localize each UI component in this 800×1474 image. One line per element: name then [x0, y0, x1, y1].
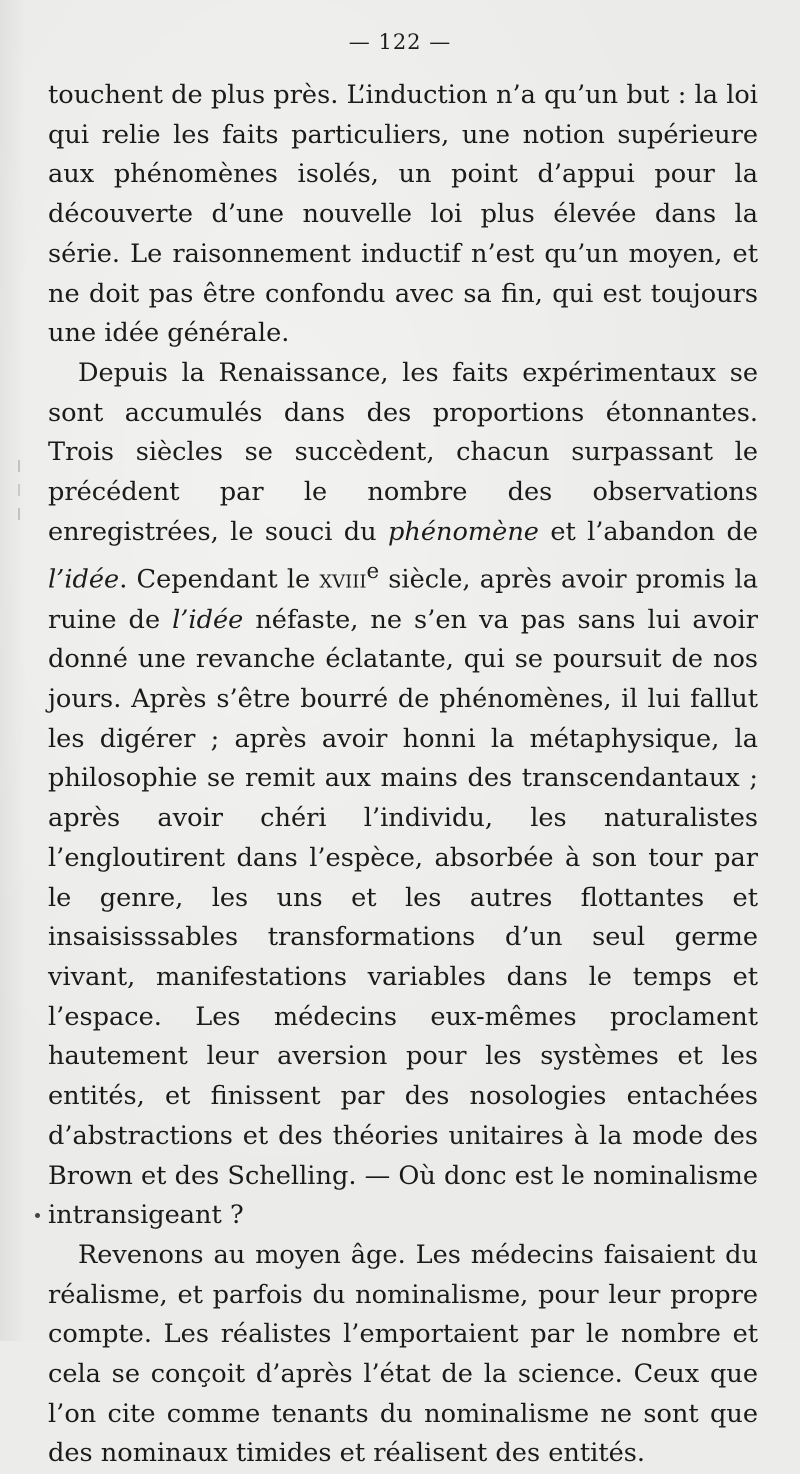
century-numeral: xviii [319, 564, 367, 595]
ink-dot [35, 1213, 40, 1218]
page-number: — 122 — [348, 30, 452, 54]
paragraph-2-text-a: Depuis la Renaissance, les faits expérimentaux se sont accumulés dans des proportions étonnantes. Trois siècles se succèdent, chacun surpassant le précédent par le nombre des observations enregistrées, le souci du [48, 357, 758, 547]
italic-phenomene: phénomène [388, 516, 539, 547]
italic-idee-2: l’idée [172, 604, 244, 635]
italic-idee-1: l’idée [48, 564, 120, 595]
body-text [48, 76, 758, 1474]
margin-mark [18, 460, 20, 520]
paragraph-1: touchent de plus près. L’induction n’a qu’un but : la loi qui relie les faits particuliers, une notion supérieure aux phénomènes isolés, un point d’appui pour la découverte d’une nouvelle loi plus élevée dans la série. Le raisonnement inductif n’est qu’un moyen, et ne doit pas être confondu avec sa fin, qui est toujours une idée générale. [48, 80, 758, 349]
century-superscript: e [366, 559, 380, 585]
paragraph-2-text-c: . Cependant le [119, 564, 320, 595]
paragraph-3: Revenons au moyen âge. Les médecins faisaient du réalisme, et parfois du nominalisme, pour leur propre compte. Les réalistes l’emportaient par le nombre et cela se conçoit d’après l’état de la science. Ceux que l’on cite comme tenants du nominalisme ne sont que des nominaux timides et réalisent des entités. [48, 1239, 758, 1469]
paragraph-2-text-b: et l’abandon de [538, 516, 758, 547]
paragraph-2-text-e: néfaste, ne s’en va pas sans lui avoir donné une revanche éclatante, qui se poursuit de nos jours. Après s’être bourré de phénomènes, il lui fallut les digérer ; après avoir honni la métaphysique, la philosophie se remit aux mains des transcendantaux ; après avoir chéri l’individu, les naturalistes l’engloutirent dans l’espèce, absorbée à son tour par le genre, les uns et les autres flottantes et insaisisssables transformations d’un seul germe vivant, manifestations variables dans le temps et l’espace. Les médecins eux-mêmes proclament hautement leur aversion pour les systèmes et les entités, et finissent par des nosologies entachées d’abstractions et des théories unitaires à la mode des Brown et des Schelling. — Où donc est le nominalisme intransigeant ? [48, 604, 758, 1231]
paragraph-2 [48, 354, 758, 1236]
paragraph-2-text-d: siècle, après avoir promis la ruine de [48, 564, 758, 635]
